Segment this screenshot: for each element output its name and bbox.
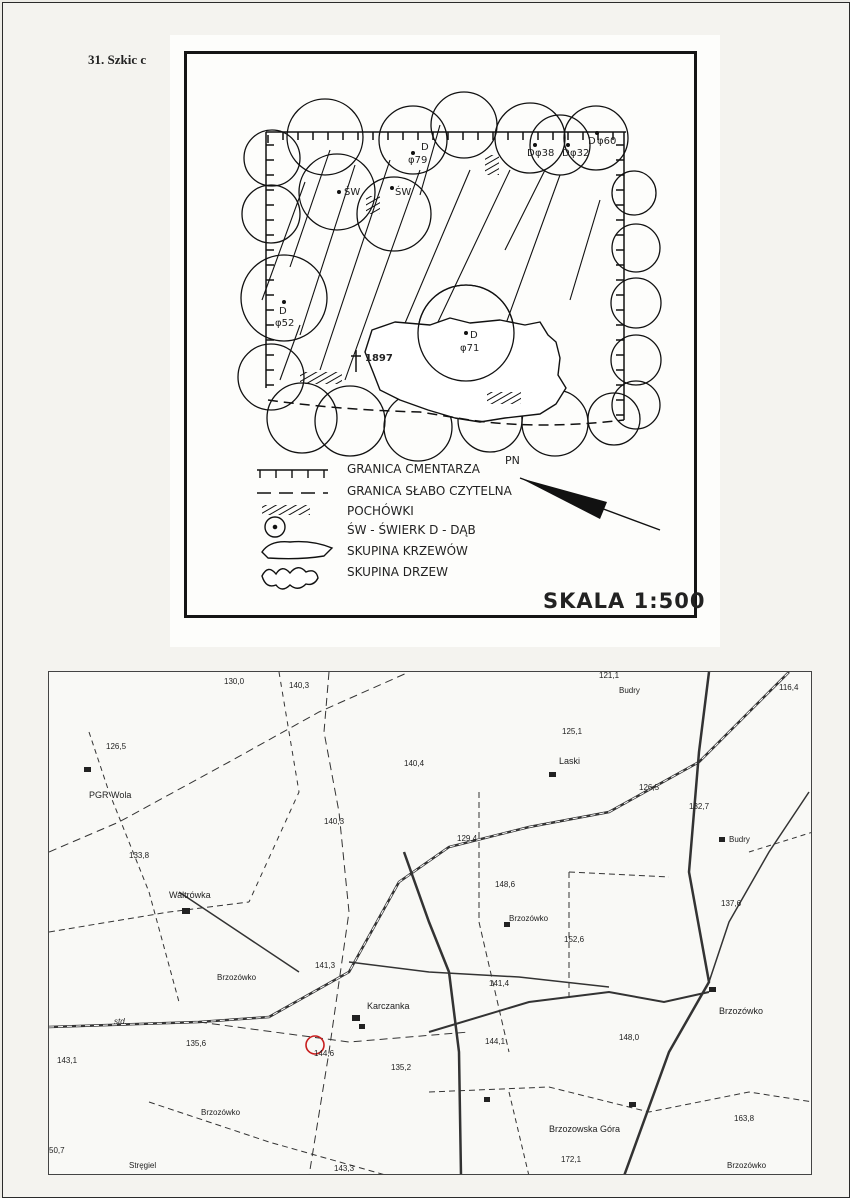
- height-label: 148,6: [495, 880, 516, 889]
- tree-label: ŚW: [344, 187, 361, 198]
- tree-label: D: [588, 136, 596, 147]
- place-label: Budry: [619, 686, 640, 695]
- figure-heading: 31. Szkic c: [88, 52, 147, 67]
- place-label: Brzozówko: [727, 1161, 767, 1170]
- height-label: 148,0: [619, 1033, 640, 1042]
- tree-diameter: φ60: [597, 136, 617, 147]
- legend-label: SKUPINA KRZEWÓW: [347, 544, 468, 558]
- tree-diameter: φ32: [570, 148, 590, 159]
- place-label: std.: [114, 1017, 127, 1026]
- height-label: 50,7: [49, 1146, 65, 1155]
- height-label: 116,4: [779, 683, 799, 692]
- height-label: 129,4: [457, 834, 478, 843]
- tree-diameter: φ79: [408, 155, 428, 166]
- place-label: Brzozówko: [201, 1108, 241, 1117]
- height-label: 141,3: [315, 961, 336, 970]
- tree-label: D: [421, 142, 429, 153]
- place-label: PGR Wola: [89, 790, 132, 800]
- height-label: 144,1: [485, 1037, 506, 1046]
- north-label: PN: [505, 454, 520, 467]
- height-label: 140,3: [324, 817, 345, 826]
- height-label: 144,6: [314, 1049, 335, 1058]
- place-label: Laski: [559, 756, 581, 766]
- height-label: 163,8: [734, 1114, 755, 1123]
- main-road: [404, 852, 461, 1175]
- legend-label: GRANICA SŁABO CZYTELNA: [347, 484, 512, 498]
- tree-label: ŚW: [395, 187, 412, 198]
- place-label: Karczanka: [367, 1001, 410, 1011]
- tree-diameter: φ38: [535, 148, 555, 159]
- height-label: 137,6: [721, 899, 742, 908]
- place-label: Brzozówko: [719, 1006, 764, 1016]
- tree-diameter: φ52: [275, 318, 295, 329]
- height-label: 172,1: [561, 1155, 582, 1164]
- tree-label: D: [527, 148, 535, 159]
- legend-label: SKUPINA DRZEW: [347, 565, 448, 579]
- topographic-map: [48, 671, 812, 1175]
- height-label: 126,5: [106, 742, 127, 751]
- height-label: 141,4: [489, 979, 510, 988]
- legend-label: POCHÓWKI: [347, 504, 414, 518]
- height-label: 152,6: [564, 935, 585, 944]
- legend-label: ŚW - ŚWIERK D - DĄB: [347, 523, 476, 537]
- place-label: Brzozówko: [509, 914, 549, 923]
- height-label: 133,8: [129, 851, 150, 860]
- legend-label: GRANICA CMENTARZA: [347, 462, 480, 476]
- height-label: 135,6: [186, 1039, 207, 1048]
- place-label: Stręgiel: [129, 1161, 157, 1170]
- map-lines: [49, 672, 812, 1175]
- railway: [49, 672, 789, 1027]
- scale-label: SKALA 1:500: [543, 589, 706, 613]
- main-road-east: [624, 672, 709, 1175]
- place-label: Budry: [729, 835, 750, 844]
- place-label: Brzozowska Góra: [549, 1124, 621, 1134]
- place-label: Brzozówko: [217, 973, 257, 982]
- tree-label: D: [279, 306, 287, 317]
- height-label: 140,3: [289, 681, 310, 690]
- height-label: 140,4: [404, 759, 425, 768]
- tree-label: D: [470, 330, 478, 341]
- tree-diameter: φ71: [460, 343, 480, 354]
- height-label: 135,2: [391, 1063, 412, 1072]
- height-label: 132,7: [689, 802, 710, 811]
- height-label: 143,3: [334, 1164, 355, 1173]
- height-label: 130,0: [224, 677, 245, 686]
- height-label: 143,1: [57, 1056, 78, 1065]
- tree-label: D: [562, 148, 570, 159]
- grave-year: 1897: [365, 353, 393, 364]
- place-label: Waltrówka: [169, 890, 211, 900]
- height-label: 125,1: [562, 727, 583, 736]
- height-label: 121,1: [599, 671, 620, 680]
- height-label: 126,5: [639, 783, 660, 792]
